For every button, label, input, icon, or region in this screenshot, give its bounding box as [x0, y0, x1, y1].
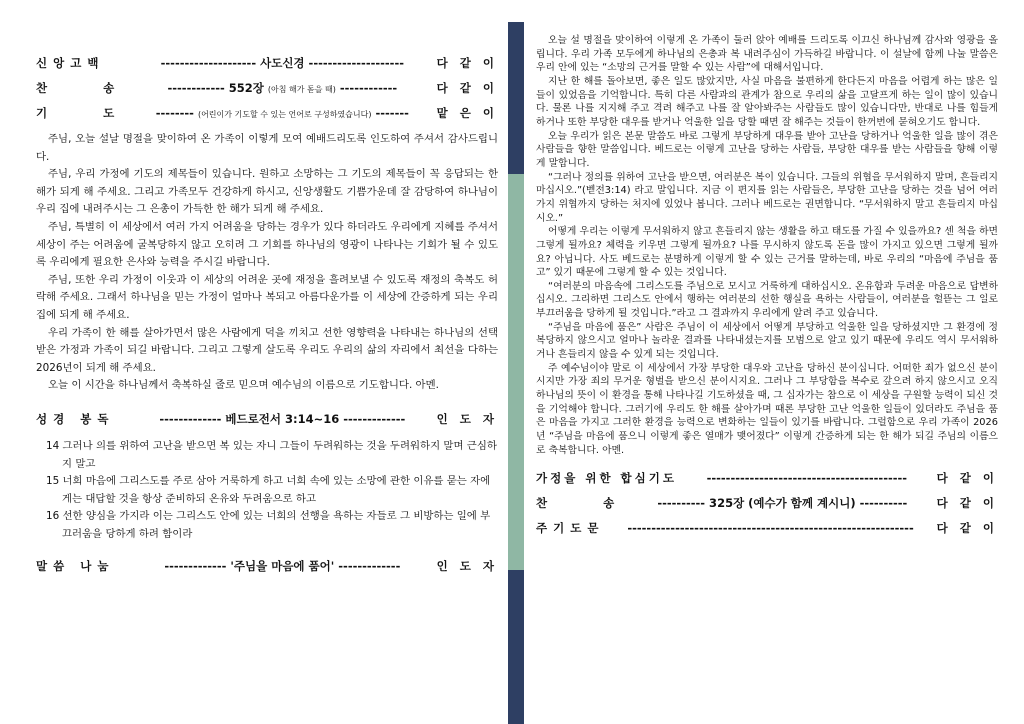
- order-label: 성경 봉독: [36, 412, 115, 427]
- hymn-note: (아침 해가 돋을 때): [267, 84, 336, 94]
- strip-navy-top: [508, 22, 524, 174]
- prayer-paragraph: 주님, 또한 우리 가정이 이웃과 이 세상의 어려운 곳에 재정을 흘려보낼 수 있도록 재정의 축복도 허락해 주세요. 그래서 하나님을 믿는 가정이 얼마나 복되고 아름다운가를 이 세상에 간증하게 되는 우리 집에 되게 해 주세요.: [36, 273, 498, 321]
- prayer-text: [36, 131, 498, 395]
- order-label: 찬 송: [536, 495, 641, 510]
- order-middle: ---------- 325장 (예수가 함께 계시니) ----------: [657, 495, 908, 510]
- verse-15: 15 너희 마음에 그리스도를 주로 삼아 거룩하게 하고 너희 속에 있는 소망에 관한 이유를 묻는 자에게는 대답할 것을 항상 준비하되 온유와 두려움으로 하고: [46, 475, 491, 505]
- right-column: [536, 34, 998, 540]
- prayer-paragraph: 주님, 오늘 설날 명절을 맞이하여 온 가족이 이렇게 모여 예배드리도록 인도하여 주셔서 감사드립니다.: [36, 133, 498, 163]
- strip-navy-bottom: [508, 570, 524, 724]
- order-row-family-prayer: [536, 465, 998, 490]
- order-row-hymn: [36, 75, 498, 100]
- order-row-prayer: [36, 100, 498, 125]
- order-label: 가정을 위한 합심기도: [536, 470, 677, 485]
- order-middle: -------------------- 사도신경 --------------------: [160, 55, 405, 70]
- order-leader: 맡 은 이: [436, 105, 498, 120]
- order-leader: 다 같 이: [936, 470, 998, 485]
- order-leader: 인 도 자: [436, 558, 498, 573]
- sermon-paragraph: “그러나 정의를 위하여 고난을 받으면, 여러분은 복이 있습니다. 그들의 위협을 무서워하지 말며, 흔들리지 마십시오.”(벧전3:14) 라고 말입니다. 지금 이 편지를 읽는 사람들은, 부당한 고난을 당하는 것을 넘어 여러 가지 위협까지 당하는 처지에 있었나 봅니다. 그러나 베드로는 권면합니다. “무서워하지 말고 흔들리지 마십시오.”: [536, 171, 999, 224]
- order-middle: ------------------------------------------------------------: [627, 520, 914, 535]
- order-row-confession: [36, 50, 498, 75]
- prayer-paragraph: 우리 가족이 한 해를 살아가면서 많은 사람에게 덕을 끼치고 선한 영향력을 나타내는 하나님의 선택받은 가정과 가족이 되길 바랍니다. 그리고 그렇게 살도록 우리도 우리의 삶의 자리에서 최선을 다하는 2026년이 되게 해 주세요.: [36, 326, 498, 374]
- prayer-paragraph: 주님, 특별히 이 세상에서 여러 가지 어려움을 당하는 경우가 있다 하더라도 우리에게 지혜를 주셔서 세상이 주는 어려움에 굴복당하지 않고 오히려 그 기회를 하나님의 영광이 나타나는 기회가 될 수 있도록 우리에게 필요한 은사와 능력을 주시길 바랍니다.: [36, 220, 498, 269]
- order-row-sermon: [36, 553, 498, 578]
- order-row-lords-prayer: [536, 515, 998, 540]
- order-leader: 다 같 이: [436, 55, 498, 70]
- dash-tail: -------: [375, 105, 409, 120]
- order-middle: [128, 80, 437, 96]
- sermon-text: [536, 34, 998, 457]
- order-row-reading: [36, 407, 498, 432]
- hymn-number: ------------ 552장: [167, 80, 264, 95]
- order-leader: 다 같 이: [436, 80, 498, 95]
- dash-tail: ------------: [339, 80, 398, 95]
- order-label: 찬 송: [36, 80, 141, 95]
- strip-green: [508, 174, 524, 570]
- prayer-paragraph: 주님, 우리 가정에 기도의 제목들이 있습니다. 원하고 소망하는 그 기도의 제목들이 꼭 응답되는 한 해가 되게 해 주세요. 그리고 가족모두 건강하게 하시고, 신앙생활도 기쁨가운데 잘 감당하여 하나님이 우리 집에 내려주시는 그 은총이 가득한 한 해가 되게 해 주세요.: [36, 168, 498, 216]
- order-middle: ------------- 베드로전서 3:14~16 -------------: [159, 412, 406, 427]
- verse-14: 14 그러나 의를 위하여 고난을 받으면 복 있는 자니 그들이 두려워하는 것을 두려워하지 말며 근심하지 말고: [46, 439, 497, 470]
- center-divider-strip: [508, 22, 524, 724]
- left-column: [36, 50, 498, 578]
- order-label: 기 도: [36, 105, 141, 120]
- order-leader: 다 같 이: [936, 520, 998, 535]
- order-middle: ------------------------------------------: [706, 470, 908, 485]
- order-middle: [128, 106, 437, 120]
- scripture-verses: [36, 438, 498, 544]
- order-label: 주기도문: [536, 520, 605, 535]
- sermon-paragraph: “여러분의 마음속에 그리스도를 주님으로 모시고 거룩하게 대하십시오. 온유함과 두려운 마음으로 답변하십시오. 그리하면 그리스도 안에서 행하는 여러분의 선한 행실을 욕하는 사람들이, 여러분을 헐뜯는 그 일로 부끄러움을 당하게 될 것입니다.”라고 그 결과까지 우리에게 알려 주고 있습니다.: [536, 280, 998, 320]
- prayer-note: (어린이가 기도할 수 있는 언어로 구성하였습니다): [197, 109, 372, 119]
- sermon-paragraph: 지난 한 해를 돌아보면, 좋은 일도 많았지만, 사실 마음을 불편하게 한다든지 마음을 어렵게 하는 많은 일들이 있었음을 기억합니다. 특히 다른 사람과의 관계가 참으로 우리의 삶을 고달프게 하는 일이 많이 있습니다. 물론 나를 지지해 주고 격려 해주고 나를 잘 알아봐주는 사람들도 많이 있습니다만, 반대로 나를 힘들게 하거나 또한 부당한 대우를 받거나 억울한 일을 당할 때면 잘 해주는 것들이 한꺼번에 묻혀오기도 합니다.: [536, 75, 998, 128]
- order-label: 말씀 나눔: [36, 558, 115, 573]
- order-middle: ------------- '주님을 마음에 품어' -------------: [164, 558, 401, 573]
- order-row-closing-hymn: [536, 490, 998, 515]
- order-label: 신앙고백: [36, 55, 105, 70]
- sermon-paragraph: 주 예수님이야 말로 이 세상에서 가장 부당한 대우와 고난을 당하신 분이십니다. 어떠한 죄가 없으신 분이시지만 가장 죄의 무거운 형벌을 받으신 분이시지요. 그러나 그 부당함을 복수로 갚으려 하지 않으시고 오직 하나님의 뜻이 이 환경을 통해 나타나길 기도하셨을 때, 그 십자가는 참으로 이 세상을 구원할 능력이 되신 것을 기억해야 합니다. 그러기에 우리도 한 해를 살아가며 때론 부당한 고난 억울한 일들이 있더라도 주님을 품은 마음을 가지고 그러한 환경을 능력으로 변화하는 일들이 있기를 바랍니다. 그럴함으로 우리 가족이 2026년 “주님을 마음에 품으니 이렇게 좋은 열매가 맺어졌다” 이렇게 간증하게 되는 한 해가 되길 주님의 이름으로 축복합니다. 아멘.: [536, 362, 998, 456]
- dash-head: --------: [155, 105, 194, 120]
- prayer-paragraph: 오늘 이 시간을 하나님께서 축복하실 줄로 믿으며 예수님의 이름으로 기도합니다. 아멘.: [48, 379, 439, 392]
- sermon-paragraph: 오늘 설 명절을 맞이하여 이렇게 온 가족이 둘러 앉아 예배를 드리도록 이끄신 하나님께 감사와 영광을 올립니다. 우리 가족 모두에게 하나님의 은총과 복 내려주심이 가득하길 바랍니다. 이 설날에 함께 나눌 말씀은 우리 안에 있는 “소망의 근거를 말할 수 있는 사람”에 대해서입니다.: [536, 35, 998, 74]
- verse-16: 16 선한 양심을 가지라 이는 그리스도 안에 있는 너희의 선행을 욕하는 자들로 그 비방하는 일에 부끄러움을 당하게 하려 함이라: [46, 510, 491, 540]
- sermon-paragraph: “주님을 마음에 품은” 사람은 주님이 이 세상에서 어떻게 부당하고 억울한 일을 당하셨지만 그 환경에 정복당하지 않으시고 얼마나 놀라운 결과를 나타내셨는지를 모범으로 알고 있기 때문에 우리도 역시 무서워하거나 흔들리지 않을 수 있게 되는 것입니다.: [536, 321, 998, 361]
- order-leader: 인 도 자: [436, 412, 498, 427]
- order-leader: 다 같 이: [936, 495, 998, 510]
- sermon-paragraph: 어떻게 우리는 이렇게 무서워하지 않고 흔들리지 않는 생활을 하고 태도를 가질 수 있을까요? 센 척을 하면 그렇게 될까요? 체력을 키우면 그렇게 될까요? 나를 무시하지 않도록 돈을 많이 가지고 있으면 그렇게 될까요? 아닙니다. 사도 베드로는 분명하게 이렇게 할 수 있는 근거를 말하는데, 바로 우리의 “마음에 주님을 품고” 있기 때문에 그렇게 할 수 있는 것입니다.: [536, 226, 998, 279]
- sermon-paragraph: 오늘 우리가 읽은 본문 말씀도 바로 그렇게 부당하게 대우를 받아 고난을 당하거나 억울한 일을 많이 겪은 사람들을 향한 말씀입니다. 베드로는 이렇게 고난을 당하는 사람들, 부당한 대우를 받는 사람들을 향해 이렇게 말합니다.: [536, 130, 998, 169]
